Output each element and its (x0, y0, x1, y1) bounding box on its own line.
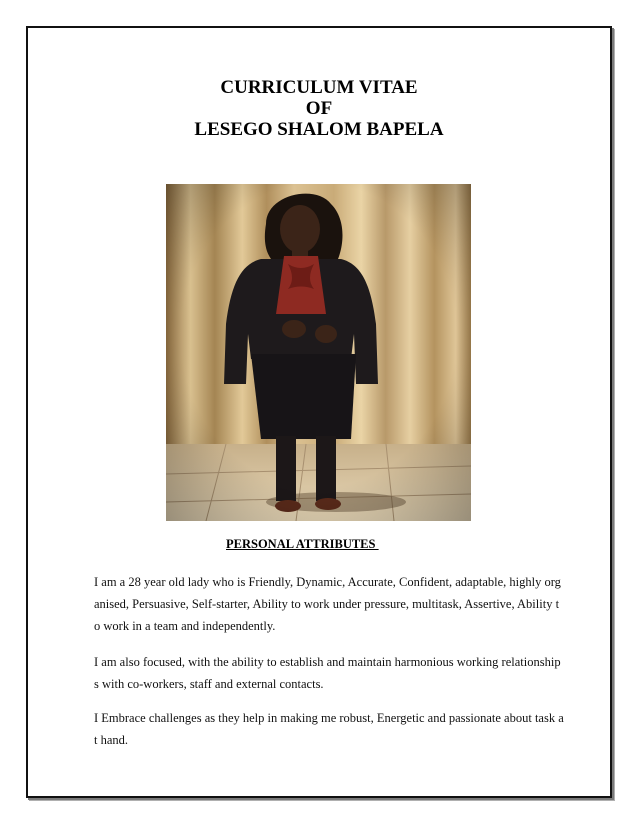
cv-title-of: OF (305, 98, 333, 119)
paragraph-challenges: I Embrace challenges as they help in making me robust, Energetic and passionate about task at hand. (94, 711, 564, 747)
paragraph-attributes: I am a 28 year old lady who is Friendly, Dynamic, Accurate, Confident, adaptable, highly organised, Persuasive, Self-starter, Ability to work under pressure, multitask, Assertive, Ability to work in a team and independently. (94, 575, 561, 633)
cv-title: CURRICULUM VITAE (220, 77, 418, 98)
section-heading-personal-attributes: PERSONAL ATTRIBUTES (226, 537, 379, 551)
cv-owner-name: LESEGO SHALOM BAPELA (194, 119, 444, 140)
portrait-photo (166, 184, 471, 521)
paragraph-focus: I am also focused, with the ability to establish and maintain harmonious working relationships with co-workers, staff and external contacts. (94, 655, 561, 691)
